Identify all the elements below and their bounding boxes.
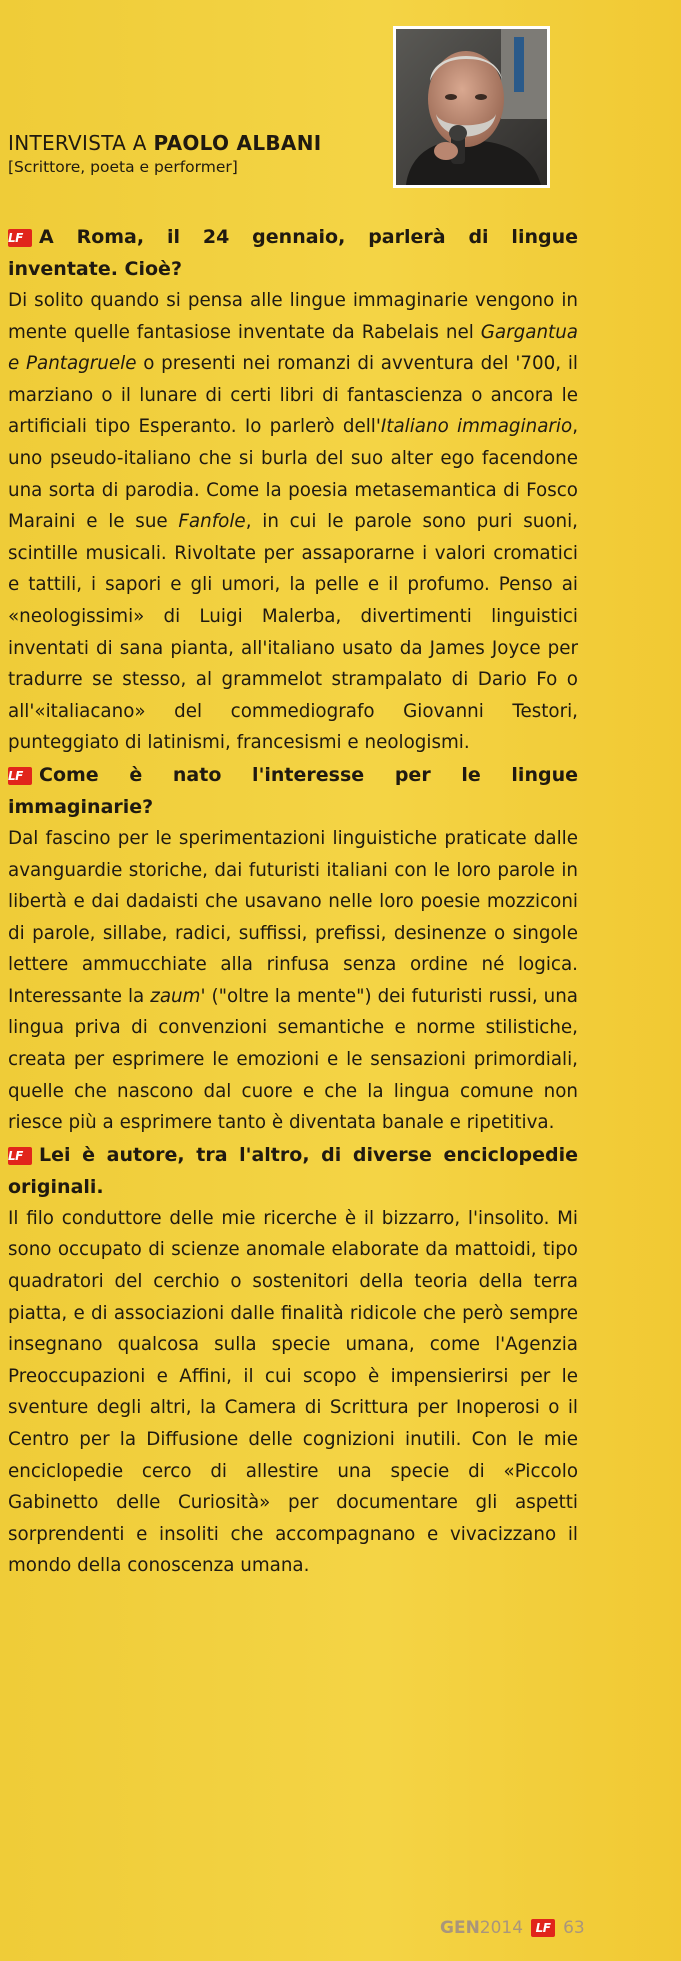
- interview-prefix: INTERVISTA A: [8, 131, 147, 155]
- answer-2-part: ("oltre la mente") dei futuristi russi, una lingua priva di convenzioni semantiche e norme stilistiche, creata per esprimere le emozioni e le sensazioni primordiali, quelle che nascono dal cuore e che la lingua comune non riesce più a esprimere tanto è diventata banale e ripetitiva.: [8, 985, 578, 1134]
- footer-month: GEN: [440, 1918, 480, 1938]
- answer-1-part: , in cui le parole sono puri suoni, scintille musicali. Rivoltate per assaporarne i valori cromatici e tattili, i sapori e gli umori, la pelle e il profumo. Penso ai «neologissimi» di Luigi Malerba, divertimenti linguistici inventati di sana pianta, all'italiano usato da James Joyce per tradurre se stesso, al grammelot strampalato di Dario Fo o all'«italiacano» del commediografo Giovanni Testori, punteggiato di latinismi, francesismi e neologismi.: [8, 511, 578, 754]
- lf-logo-icon: LF: [531, 1919, 555, 1937]
- answer-1-italic: Fanfole: [178, 511, 246, 533]
- answer-3-part: Il filo conduttore delle mie ricerche è il bizzarro, l'insolito. Mi sono occupato di scienze anomale elaborate da mattoidi, tipo quadratori del cerchio o sostenitori della teoria della terra piatta, e di associazioni dalle finalità ridicole che però sempre insegnano qualcosa sulla specie umana, come l'Agenzia Preoccupazioni e Affini, il cui scopo è impensierirsi per le sventure degli altri, la Camera di Scrittura per Inoperosi o il Centro per la Diffusione delle cognizioni inutili. Con le mie enciclopedie cerco di allestire una specie di «Piccolo Gabinetto delle Curiosità» per documentare gli aspetti sorprendenti e insoliti che accompagnano e vivacizzano il mondo della conoscenza umana.: [8, 1207, 578, 1577]
- question-1: [8, 221, 578, 285]
- answer-1-italic: Italiano immaginario: [380, 416, 573, 438]
- lf-badge-icon: LF: [8, 1147, 32, 1165]
- answer-2: [8, 823, 578, 1139]
- page-footer: [440, 1915, 585, 1941]
- answer-1-italic: Gargantua e Pantagruele: [8, 321, 578, 375]
- answer-1-part: , uno pseudo-italiano che si burla del suo alter ego facendone una sorta di parodia. Come la poesia metasemantica di Fosco Maraini e le sue: [8, 416, 578, 533]
- question-2-text: Come è nato l'interesse per le lingue immaginarie?: [8, 763, 578, 818]
- answer-2-italic: zaum': [150, 985, 206, 1007]
- footer-year: 2014: [479, 1918, 524, 1938]
- interview-article: [8, 221, 578, 1582]
- answer-1: [8, 285, 578, 759]
- interview-title: [8, 131, 388, 155]
- question-1-text: A Roma, il 24 gennaio, parlerà di lingue inventate. Cioè?: [8, 226, 578, 280]
- answer-1-part: o presenti nei romanzi di avventura del '700, il marziano o il lunare di certi libri di fantascienza o ancora le artificiali tipo Esperanto. Io parlerò dell': [8, 353, 578, 438]
- author-portrait-image: [396, 29, 547, 185]
- answer-2-part: Dal fascino per le sperimentazioni linguistiche praticate dalle avanguardie storiche, dai futuristi italiani con le loro parole in libertà e dai dadaisti che usavano nelle loro poesie mozziconi di parole, sillabe, radici, suffissi, prefissi, desinenze o singole lettere ammucchiate alla rinfusa senza ordine né logica. Interessante la: [8, 827, 578, 1007]
- question-2: [8, 759, 578, 823]
- lf-badge-icon: LF: [8, 229, 32, 247]
- answer-3: [8, 1203, 578, 1582]
- author-photo: [393, 26, 550, 188]
- interviewee-role: [Scrittore, poeta e performer]: [8, 158, 238, 176]
- lf-badge-icon: LF: [8, 767, 32, 785]
- interviewee-name: PAOLO ALBANI: [153, 131, 322, 155]
- interview-header: [8, 131, 388, 178]
- answer-1-part: Di solito quando si pensa alle lingue immaginarie vengono in mente quelle fantasiose inventate da Rabelais nel: [8, 290, 578, 343]
- page-number: 63: [563, 1918, 585, 1938]
- question-3: [8, 1139, 578, 1203]
- question-3-text: Lei è autore, tra l'altro, di diverse enciclopedie originali.: [8, 1143, 578, 1198]
